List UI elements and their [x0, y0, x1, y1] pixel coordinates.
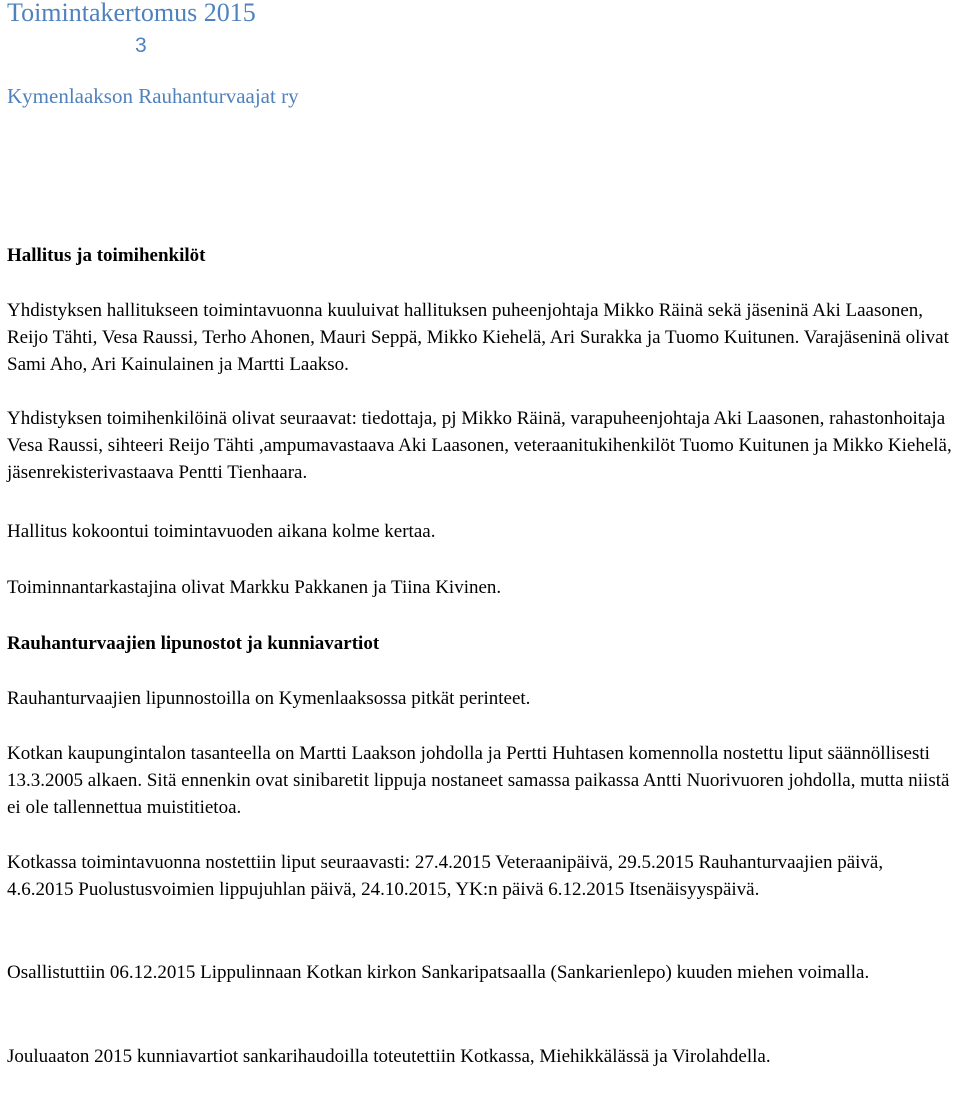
- paragraph-christmas-guard: Jouluaaton 2015 kunniavartiot sankarihaudoilla toteutettiin Kotkassa, Miehikkälässä ja Virolahdella.: [7, 1046, 771, 1067]
- paragraph-board-members: Yhdistyksen hallitukseen toimintavuonna kuuluivat hallituksen puheenjohtaja Mikko Räinä sekä jäseninä Aki Laasonen, Reijo Tähti, Vesa Raussi, Terho Ahonen, Mauri Seppä, Mikko Kiehelä, Ari Surakka ja Tuomo Kuitunen. Varajäseninä olivat Sami Aho, Ari Kainulainen ja Martti Laakso.: [7, 300, 949, 375]
- paragraph-kotka-flags: Kotkan kaupungintalon tasanteella on Martti Laakson johdolla ja Pertti Huhtasen komennolla nostettu liput säännöllisesti 13.3.2005 alkaen. Sitä ennenkin ovat sinibaretit lippuja nostaneet samassa paikassa Antti Nuorivuoren johdolla, mutta niistä ei ole tallennettua muistitietoa.: [7, 743, 950, 818]
- organization-name: Kymenlaakson Rauhanturvaajat ry: [7, 84, 299, 108]
- page-number: 3: [135, 34, 147, 57]
- paragraph-meetings: Hallitus kokoontui toimintavuoden aikana kolme kertaa.: [7, 521, 436, 542]
- paragraph-flag-dates: Kotkassa toimintavuonna nostettiin liput seuraavasti: 27.4.2015 Veteraanipäivä, 29.5.2015 Rauhanturvaajien päivä, 4.6.2015 Puolustusvoimien lippujuhlan päivä, 24.10.2015, YK:n päivä 6.12.2015 Itsenäisyyspäivä.: [7, 852, 884, 900]
- section-heading-board: Hallitus ja toimihenkilöt: [7, 245, 206, 266]
- section-heading-flags: Rauhanturvaajien lipunostot ja kunniavartiot: [7, 633, 380, 654]
- document-title: Toimintakertomus 2015: [7, 0, 256, 27]
- paragraph-auditors: Toiminnantarkastajina olivat Markku Pakkanen ja Tiina Kivinen.: [7, 577, 502, 598]
- paragraph-officials: Yhdistyksen toimihenkilöinä olivat seuraavat: tiedottaja, pj Mikko Räinä, varapuheenjohtaja Aki Laasonen, rahastonhoitaja Vesa Raussi, sihteeri Reijo Tähti ,ampumavastaava Aki Laasonen, veteraanitukihenkilöt Tuomo Kuitunen ja Mikko Kiehelä, jäsenrekisterivastaava Pentti Tienhaara.: [7, 408, 952, 483]
- paragraph-flag-tradition: Rauhanturvaajien lipunnostoilla on Kymenlaaksossa pitkät perinteet.: [7, 688, 531, 709]
- paragraph-lippulinna: Osallistuttiin 06.12.2015 Lippulinnaan Kotkan kirkon Sankaripatsaalla (Sankarienlepo) kuuden miehen voimalla.: [7, 962, 870, 983]
